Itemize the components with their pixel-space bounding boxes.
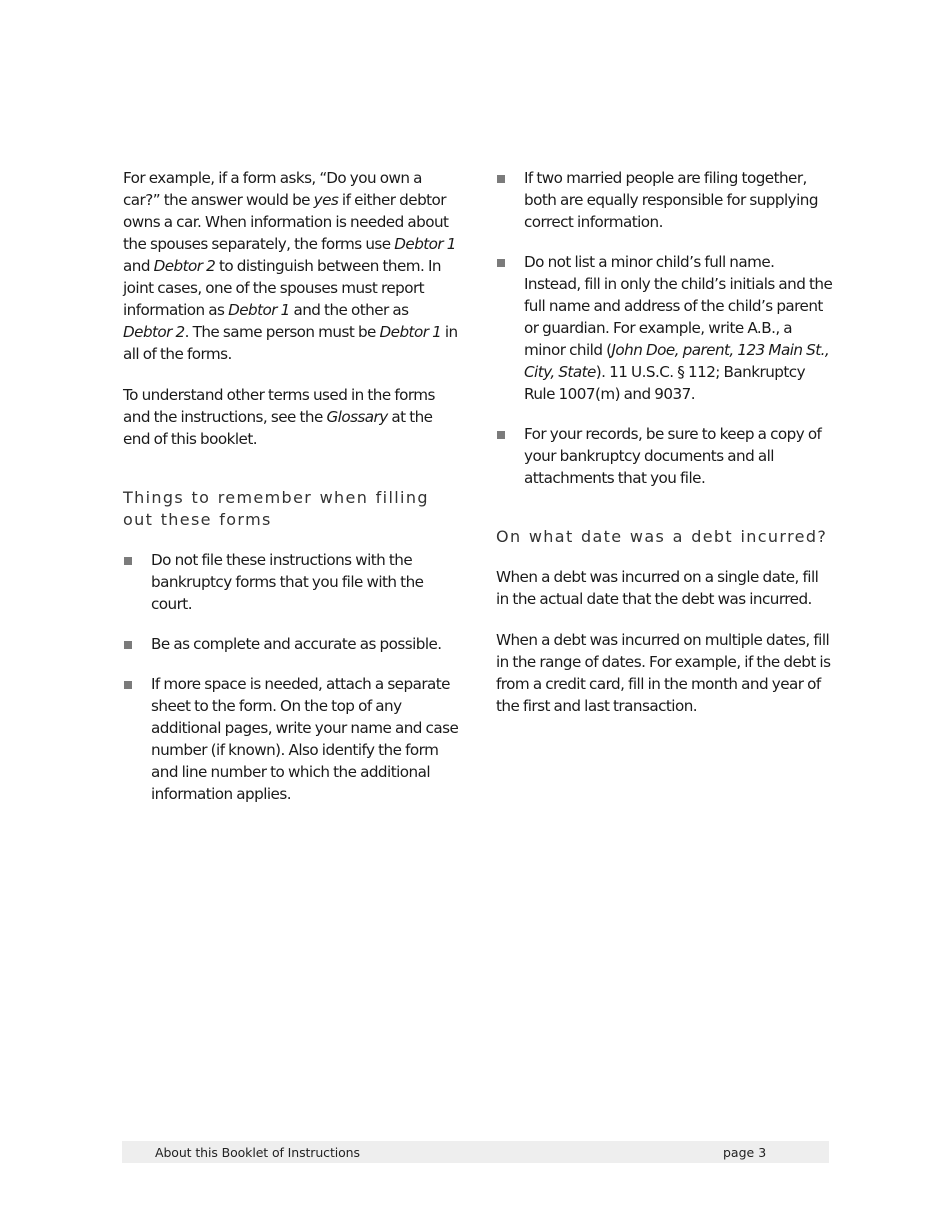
footer-title: About this Booklet of Instructions [155,1145,360,1160]
list-item: If more space is needed, attach a separate sheet to the form. On the top of any additional pages, write your name and case number (if known). Also identify the form and line number to which the additional information applies. [123,673,461,805]
square-bullet-icon [124,557,132,565]
square-bullet-icon [497,175,505,183]
list-item: If two married people are filing together, both are equally responsible for supplying correct information. [496,167,834,233]
list-item: Be as complete and accurate as possible. [123,633,461,655]
list-item: Do not list a minor child’s full name. Instead, fill in only the child’s initials and the full name and address of the child’s parent or guardian. For example, write A.B., a minor child (John Doe, parent, 123 Main St., City, State). 11 U.S.C. § 112; Bankruptcy Rule 1007(m) and 9037. [496,251,834,405]
left-column [123,167,461,823]
page-number: page 3 [723,1145,767,1160]
intro-paragraph: For example, if a form asks, “Do you own a car?” the answer would be yes if either debtor owns a car. When information is needed about the spouses separately, the forms use Debtor 1 and Debtor 2 to distinguish between them. In joint cases, one of the spouses must report information as Debtor 1 and the other as Debtor 2. The same person must be Debtor 1 in all of the forms. [123,169,458,363]
list-item: For your records, be sure to keep a copy of your bankruptcy documents and all attachments that you file. [496,423,834,489]
square-bullet-icon [124,641,132,649]
section-heading-debt-date: On what date was a debt incurred? [496,527,828,546]
square-bullet-icon [124,681,132,689]
right-column [496,167,834,736]
single-date-paragraph: When a debt was incurred on a single date, fill in the actual date that the debt was incurred. [496,568,819,608]
square-bullet-icon [497,431,505,439]
filing-notes-list [496,167,834,489]
page-footer [122,1141,829,1163]
multiple-dates-paragraph: When a debt was incurred on multiple dates, fill in the range of dates. For example, if the debt is from a credit card, fill in the month and year of the first and last transaction. [496,631,831,715]
glossary-paragraph: To understand other terms used in the forms and the instructions, see the Glossary at the end of this booklet. [123,386,435,448]
list-item: Do not file these instructions with the bankruptcy forms that you file with the court. [123,549,461,615]
section-heading-things-to-remember: Things to remember when filling out these forms [123,488,429,529]
square-bullet-icon [497,259,505,267]
remember-list [123,549,461,805]
